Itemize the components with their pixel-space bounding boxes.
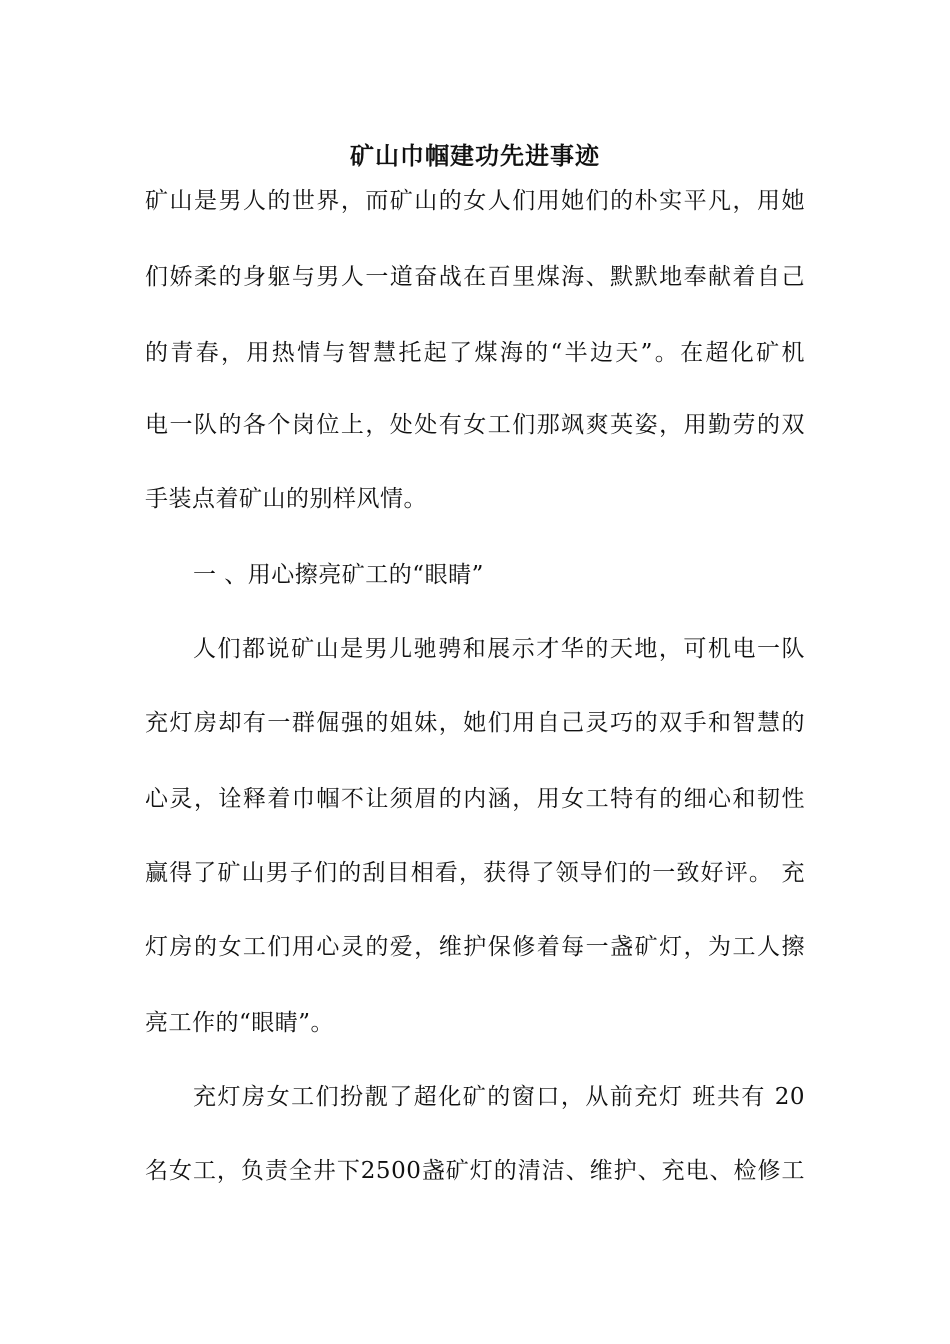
paragraph-1-line-2: 们娇柔的身躯与男人一道奋战在百里煤海、默默地奉献着自己 [145,264,805,290]
paragraph-3-line-2: 名女工，负责全井下2500盏矿灯的清洁、维护、充电、检修工 [145,1158,805,1184]
paragraph-1-line-5: 手装点着矿山的别样风情。 [145,486,427,512]
paragraph-2-line-3: 心灵，诠释着巾帼不让须眉的内涵，用女工特有的细心和韧性 [145,786,805,812]
paragraph-1-line-3: 的青春，用热情与智慧托起了煤海的“半边天”。在超化矿机 [145,340,805,366]
paragraph-1-line-4: 电一队的各个岗位上，处处有女工们那飒爽英姿，用勤劳的双 [145,412,805,438]
document-title: 矿山巾帼建功先进事迹 [350,142,600,170]
section-heading-1: 一 、用心擦亮矿工的“眼睛” [193,562,484,588]
paragraph-2-line-1: 人们都说矿山是男儿驰骋和展示才华的天地，可机电一队 [193,636,805,662]
paragraph-2-line-2: 充灯房却有一群倔强的姐妹，她们用自己灵巧的双手和智慧的 [145,710,805,736]
paragraph-2-line-6: 亮工作的“眼睛”。 [145,1010,335,1036]
paragraph-2-line-4: 赢得了矿山男子们的刮目相看，获得了领导们的一致好评。 充 [145,860,805,886]
paragraph-3-line-1: 充灯房女工们扮靓了超化矿的窗口，从前充灯 班共有 20 [193,1084,805,1110]
paragraph-1-line-1: 矿山是男人的世界，而矿山的女人们用她们的朴实平凡，用她 [145,188,805,214]
paragraph-2-line-5: 灯房的女工们用心灵的爱，维护保修着每一盏矿灯，为工人擦 [145,934,805,960]
